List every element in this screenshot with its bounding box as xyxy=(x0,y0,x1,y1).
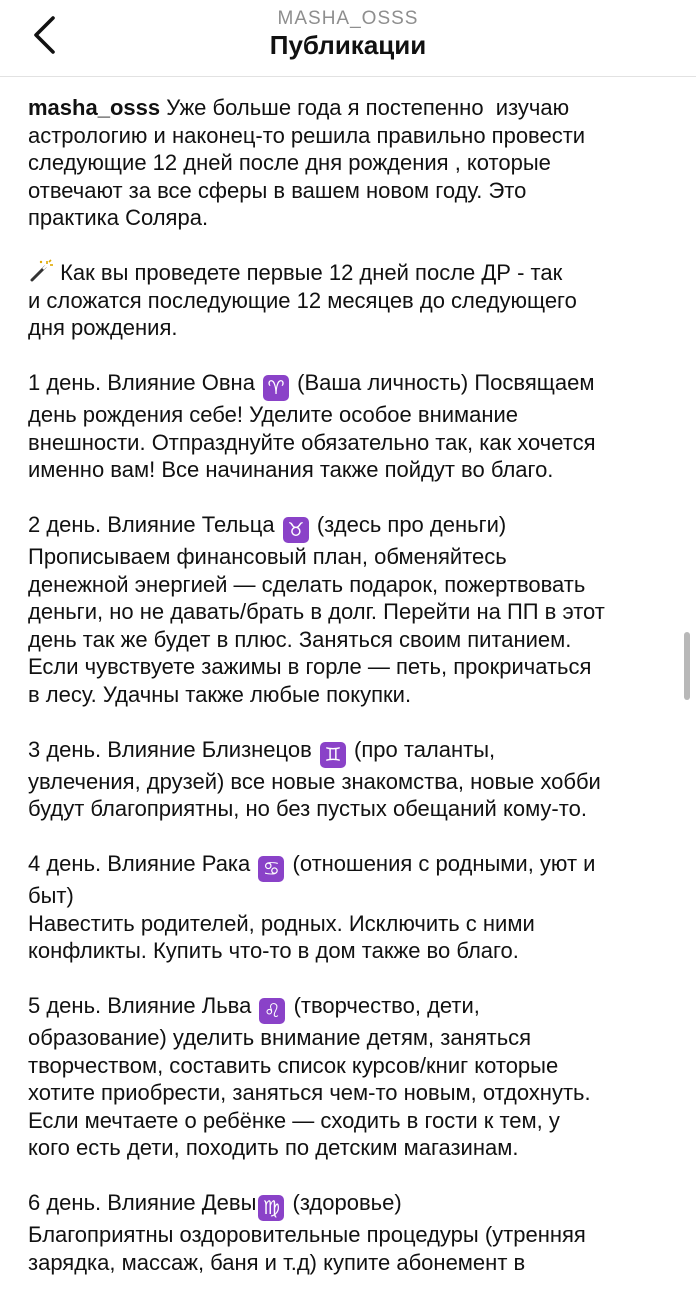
caption-summary xyxy=(28,259,668,342)
scrollbar[interactable] xyxy=(684,632,690,700)
day-1-text: (Ваша личность) Посвящаем день рождения себе! Уделите особое внимание внешности. Отпразднуйте обязательно так, как хочется именно вам! Все начинания также пойдут во благо. xyxy=(28,370,596,482)
caption-intro-text: Уже больше года я постепенно изучаю астрологию и наконец-то решила правильно провести следующие 12 дней после дня рождения , которые отвечают за все сферы в вашем новом году. Это практика Соляра. xyxy=(28,95,586,230)
caption-author-link[interactable]: masha_osss xyxy=(28,95,161,120)
day-3-lead: 3 день. Влияние Близнецов xyxy=(28,736,318,762)
day-3-paragraph xyxy=(28,736,668,823)
header-username: MASHA_OSSS xyxy=(277,8,419,29)
day-6-text: (здоровье) Благоприятны оздоровительные процедуры (утренняя зарядка, массаж, баня и т.д) купите абонемент в xyxy=(28,1190,586,1275)
day-3-text: (про таланты, увлечения, друзей) все новые знакомства, новые хобби будут благоприятны, но без пустых обещаний кому-то. xyxy=(28,736,601,821)
day-5-text: (творчество, дети, образование) уделить внимание детям, заняться творчеством, составить список курсов/книг которые хотите приобрести, заняться чем-то новым, отдохнуть. Если мечтаете о ребёнке — сходить в гости к тем, у кого есть дети, походить по детским магазинам. xyxy=(28,993,591,1160)
taurus-sign-icon: ♉ xyxy=(283,517,309,543)
day-6-lead: 6 день. Влияние Девы xyxy=(28,1190,257,1215)
day-1-lead: 1 день. Влияние Овна xyxy=(28,370,262,395)
day-2-text: (здесь про деньги) Прописываем финансовый план, обменяйтесь денежной энергией — сделать подарок, пожертвовать деньги, но не давать/брать в долг. Перейти на ПП в этот день так же будет в плюс. Заняться своим питанием. Если чувствуете зажимы в горле — петь, прокричаться в лесу. Удачны также любые покупки. xyxy=(28,512,605,707)
day-4-lead: 4 день. Влияние Рака xyxy=(28,851,257,876)
day-5-paragraph xyxy=(28,992,668,1162)
day-4-paragraph xyxy=(28,850,668,965)
caption-intro xyxy=(28,94,668,232)
day-6-paragraph xyxy=(28,1189,668,1276)
day-2-paragraph xyxy=(28,511,668,708)
magic-wand-icon xyxy=(28,259,54,283)
post-caption xyxy=(28,94,668,1304)
leo-sign-icon: ♌ xyxy=(259,998,285,1024)
page-title: Публикации xyxy=(269,30,427,60)
gemini-sign-icon: ♊ xyxy=(320,742,346,768)
top-nav-bar xyxy=(0,0,696,77)
day-4-text: (отношения с родными, уют и быт) Навестить родителей, родных. Исключить с ними конфликты. Купить что-то в дом также во благо. xyxy=(28,851,596,963)
cancer-sign-icon: ♋ xyxy=(258,856,284,882)
day-1-paragraph xyxy=(28,369,668,484)
virgo-sign-icon: ♍ xyxy=(258,1195,284,1221)
day-5-lead: 5 день. Влияние Льва xyxy=(28,993,258,1018)
aries-sign-icon: ♈ xyxy=(263,375,289,401)
day-2-lead: 2 день. Влияние Тельца xyxy=(28,512,281,537)
caption-summary-text: Как вы проведете первые 12 дней после ДР - так и сложатся последующие 12 месяцев до следующего дня рождения. xyxy=(28,260,577,340)
